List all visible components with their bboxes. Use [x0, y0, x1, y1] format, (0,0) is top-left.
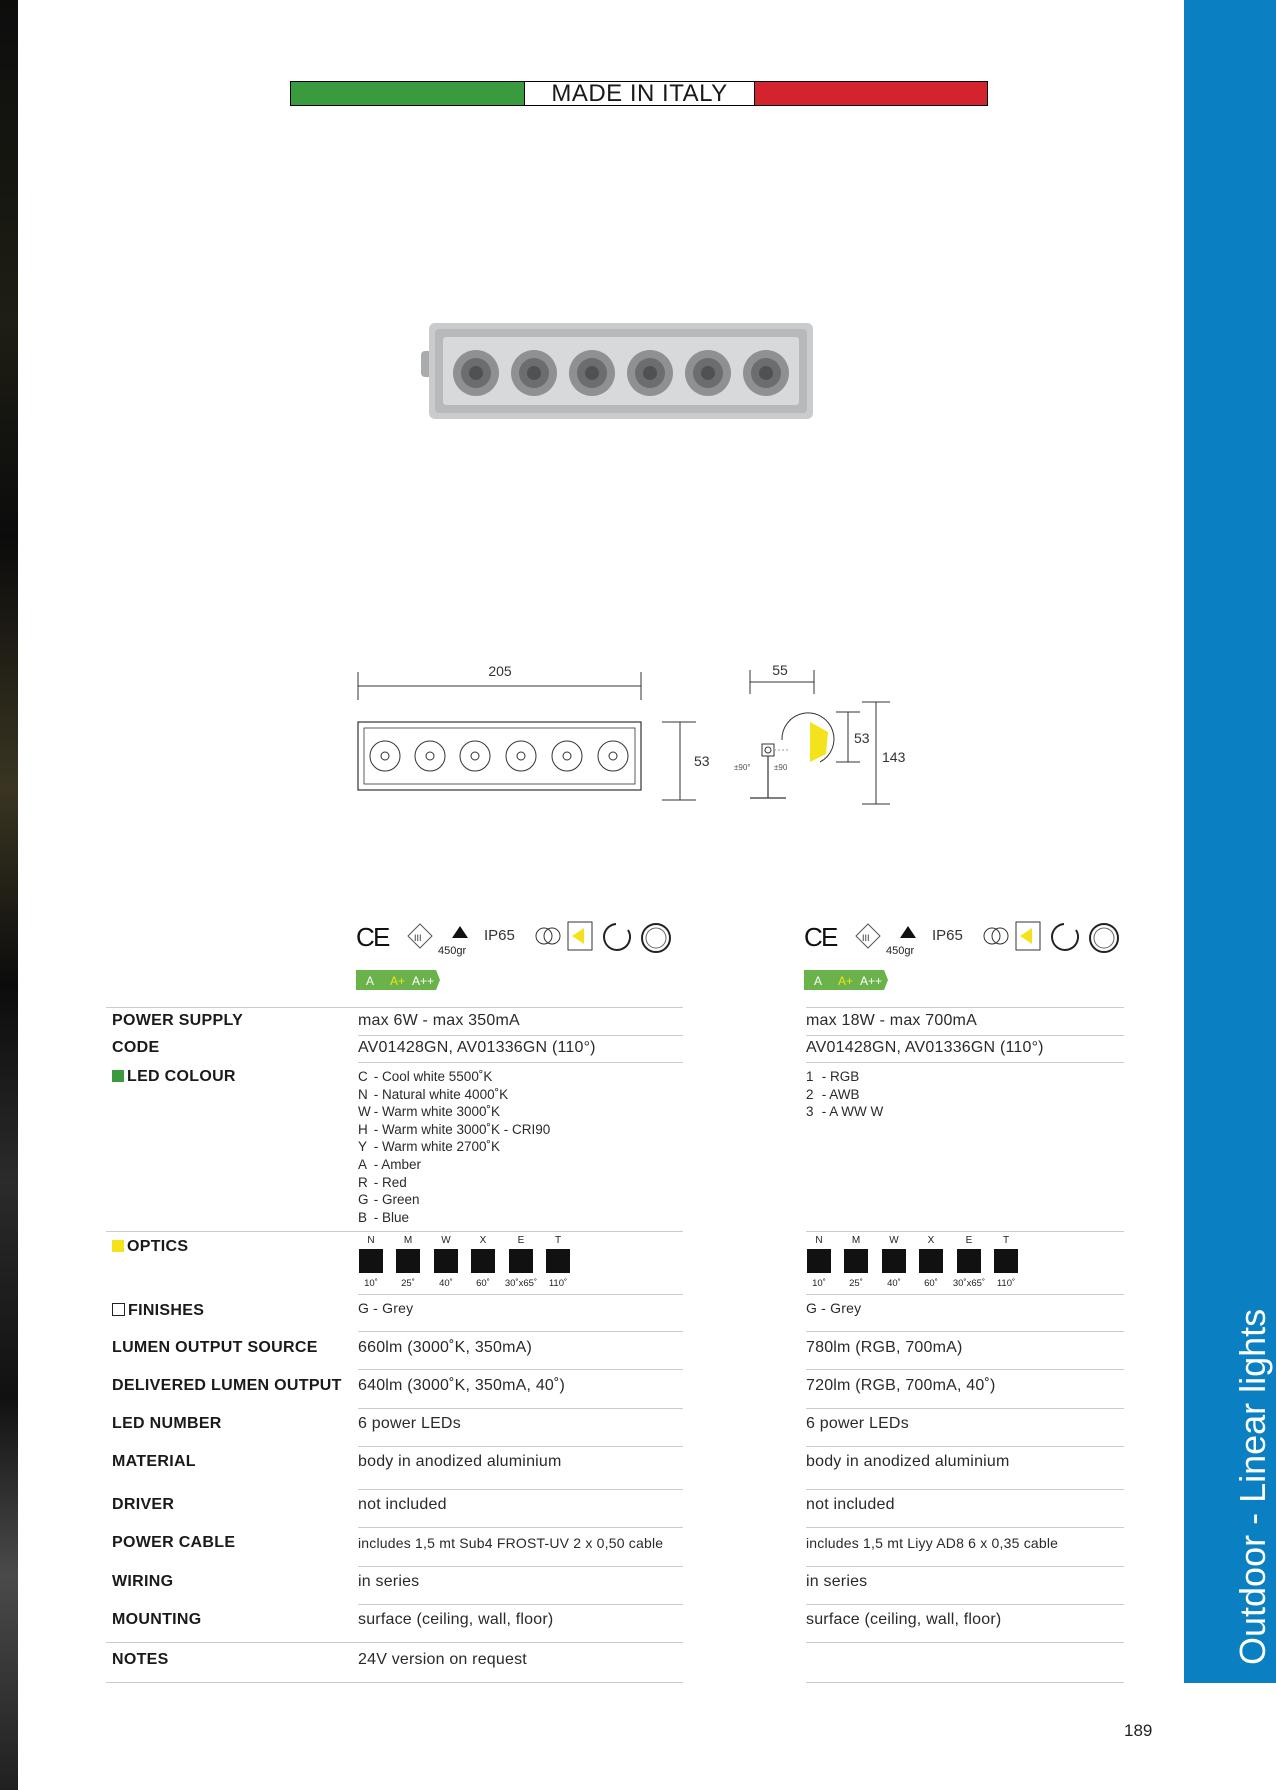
label-delivered-lumen-output: DELIVERED LUMEN OUTPUT [112, 1377, 342, 1394]
optic-medium-icon [396, 1249, 420, 1273]
category-label: Outdoor - Linear lights [1232, 1308, 1273, 1665]
certification-icons-2 [804, 916, 1134, 958]
label-notes: NOTES [112, 1651, 169, 1668]
value-driver-1: not included [358, 1496, 447, 1513]
rotation-right: ±90 [774, 763, 788, 772]
label-led-colour: LED COLOUR [112, 1068, 236, 1086]
label-finishes: FINISHES [112, 1302, 204, 1320]
value-delivered-lumen-output-2: 720lm (RGB, 700mA, 40˚) [806, 1377, 996, 1394]
svg-text:C: C [356, 922, 375, 952]
optic-narrow-icon [359, 1249, 383, 1273]
label-led-number: LED NUMBER [112, 1415, 222, 1432]
energy-a: A [366, 974, 375, 988]
label-mounting: MOUNTING [112, 1611, 202, 1628]
value-lumen-output-source-1: 660lm (3000˚K, 350mA) [358, 1339, 533, 1356]
weight-label-2: 450gr [886, 945, 915, 957]
left-photo-strip [0, 0, 18, 1790]
ip-rating-2: IP65 [932, 927, 963, 944]
led-colour-list-1: C - Cool white 5500˚K N - Natural white 4000˚K W - Warm white 3000˚K H - Warm white 3000˚K - CRI90 Y - Warm white 2700˚K A - Amber R - Red G - Green B - Blue [358, 1069, 551, 1225]
label-wiring: WIRING [112, 1573, 174, 1590]
product-photo [421, 323, 817, 419]
page-number: 189 [1124, 1721, 1153, 1740]
optic-total-icon [994, 1249, 1018, 1273]
ip-rating: IP65 [484, 927, 515, 944]
value-power-supply-2: max 18W - max 700mA [806, 1012, 977, 1029]
optic-medium-icon [844, 1249, 868, 1273]
optic-wide-icon [882, 1249, 906, 1273]
yellow-square-icon [112, 1240, 124, 1252]
optic-extra-wide-icon [471, 1249, 495, 1273]
value-finishes-1: G - Grey [358, 1300, 414, 1316]
svg-text:III: III [414, 933, 422, 943]
label-optics: OPTICS [112, 1238, 188, 1256]
energy-a-2: A [814, 974, 823, 988]
value-code-2: AV01428GN, AV01336GN (110°) [806, 1039, 1044, 1056]
svg-text:III: III [862, 933, 870, 943]
width-label: 205 [488, 663, 512, 679]
certification-icons [356, 916, 686, 958]
value-power-supply-1: max 6W - max 350mA [358, 1012, 520, 1029]
weight-label: 450gr [438, 945, 467, 957]
value-material-1: body in anodized aluminium [358, 1453, 562, 1470]
energy-a-plus-2: A+ [838, 974, 854, 988]
height-label: 53 [694, 753, 710, 769]
svg-text:E: E [821, 922, 839, 952]
value-led-number-1: 6 power LEDs [358, 1415, 461, 1432]
value-material-2: body in anodized aluminium [806, 1453, 1010, 1470]
label-power-cable: POWER CABLE [112, 1534, 236, 1551]
value-wiring-1: in series [358, 1573, 420, 1590]
optic-wide-icon [434, 1249, 458, 1273]
value-wiring-2: in series [806, 1573, 868, 1590]
value-power-cable-2: includes 1,5 mt Liyy AD8 6 x 0,35 cable [806, 1535, 1059, 1551]
green-square-icon [112, 1070, 124, 1082]
label-power-supply: POWER SUPPLY [112, 1012, 244, 1029]
white-square-icon [112, 1303, 125, 1316]
technical-drawing [350, 658, 910, 808]
optic-elliptic-icon [509, 1249, 533, 1273]
banner-text: MADE IN ITALY [525, 82, 755, 105]
value-led-number-2: 6 power LEDs [806, 1415, 909, 1432]
energy-class-badge [356, 970, 440, 990]
value-code-1: AV01428GN, AV01336GN (110°) [358, 1039, 596, 1056]
made-in-italy-banner [290, 81, 988, 106]
total-height-label: 143 [882, 749, 906, 765]
value-power-cable-1: includes 1,5 mt Sub4 FROST-UV 2 x 0,50 cable [358, 1535, 664, 1551]
label-code: CODE [112, 1039, 160, 1056]
label-lumen-output-source: LUMEN OUTPUT SOURCE [112, 1339, 318, 1356]
energy-a-plus-plus: A++ [412, 974, 435, 988]
optic-elliptic-icon [957, 1249, 981, 1273]
energy-class-badge-2 [804, 970, 888, 990]
side-width-label: 55 [772, 662, 788, 678]
side-height-label: 53 [854, 730, 870, 746]
rotation-left: ±90° [734, 763, 751, 772]
value-lumen-output-source-2: 780lm (RGB, 700mA) [806, 1339, 963, 1356]
value-notes-1: 24V version on request [358, 1651, 527, 1668]
label-material: MATERIAL [112, 1453, 196, 1470]
led-colour-list-2: 1 - RGB 2 - AWB 3 - A WW W [806, 1069, 884, 1120]
value-mounting-2: surface (ceiling, wall, floor) [806, 1611, 1002, 1628]
category-sidebar [1184, 0, 1276, 1683]
svg-text:E: E [373, 922, 391, 952]
optic-narrow-icon [807, 1249, 831, 1273]
optic-extra-wide-icon [919, 1249, 943, 1273]
energy-a-plus-plus-2: A++ [860, 974, 883, 988]
label-driver: DRIVER [112, 1496, 175, 1513]
svg-text:C: C [804, 922, 823, 952]
optics-icons-2: N M W X E T 10˚ 25˚ 40˚ 60˚ 30˚x65˚ 110˚ [804, 1235, 1034, 1293]
optic-total-icon [546, 1249, 570, 1273]
value-finishes-2: G - Grey [806, 1300, 862, 1316]
value-driver-2: not included [806, 1496, 895, 1513]
value-delivered-lumen-output-1: 640lm (3000˚K, 350mA, 40˚) [358, 1377, 566, 1394]
energy-a-plus: A+ [390, 974, 406, 988]
value-mounting-1: surface (ceiling, wall, floor) [358, 1611, 554, 1628]
optics-icons-1: N M W X E T 10˚ 25˚ 40˚ 60˚ 30˚x65˚ 110˚ [356, 1235, 586, 1293]
